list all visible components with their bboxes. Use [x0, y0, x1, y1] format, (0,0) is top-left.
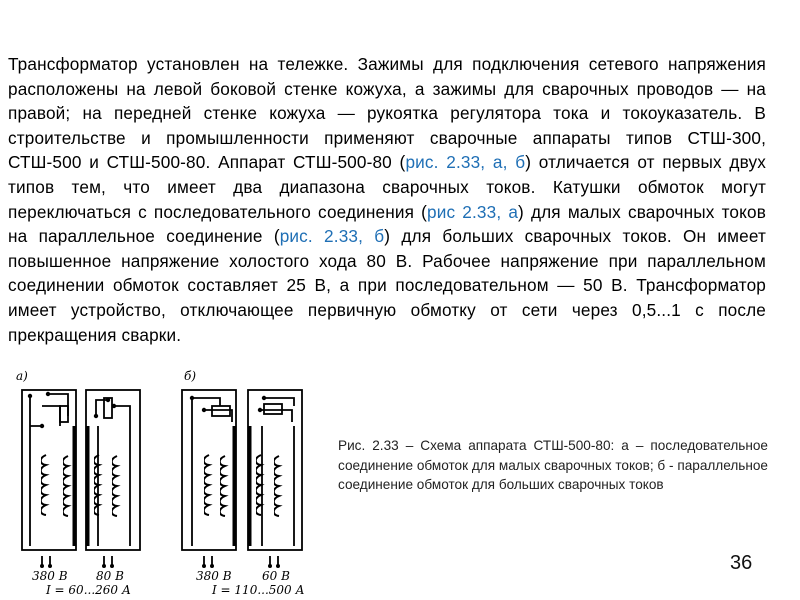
figure-link-a[interactable]: рис 2.33, а [427, 201, 519, 222]
diagram-b-current: I = 110...500 А [212, 583, 305, 597]
diagram-b-label: б) [184, 369, 197, 383]
main-paragraph [8, 52, 766, 347]
paragraph-text-4: ) для больших сварочных токов. Он имеет повышенное напряжение холостого хода 80 В. Рабочее напряжение при параллельном соединении обмоток составляет 25 В, а при последовательном — 50 В. Трансформатор имеет устройство, отключающее первичную обмотку от сети через 0,5...1 с после прекращения сварки. [8, 226, 767, 345]
paragraph-text-3: ) для малых сварочных токов на параллельное соединение ( [8, 201, 766, 247]
figure-link-a-b[interactable]: рис. 2.33, а, б [405, 152, 526, 173]
figure-caption: Рис. 2.33 – Схема аппарата СТШ-500-80: а – последовательное соединение обмоток для малых сварочных токов; б - параллельное соединение обмоток для больших сварочных токов [338, 438, 768, 492]
diagram-a-voltage-left: 380 В [32, 569, 68, 583]
diagram-b-voltage-right: 60 В [262, 569, 290, 583]
paragraph-text-1: Трансформатор установлен на тележке. Зажимы для подключения сетевого напряжения расположены на левой боковой стенке кожуха, а зажимы для сварочных проводов — на правой; на передней стенке кожуха — рукоятка регулятора тока и токоуказатель. В строительстве и промышленности применяют сварочные аппараты типов СТШ-300, СТШ-500 и СТШ-500-80. Аппарат СТШ-500-80 ( [8, 54, 766, 173]
diagram-a-current: I = 60...260 А [46, 583, 131, 597]
diagram-b-voltage-left: 380 В [196, 569, 232, 583]
figure-link-b[interactable]: рис. 2.33, б [279, 226, 385, 247]
welding-transformer-diagram [8, 366, 328, 598]
paragraph-text-2: ) отличается от первых двух типов тем, что имеет два диапазона сварочных токов. Катушки обмоток могут переключаться с последовательного соединения ( [8, 152, 766, 222]
diagram-a-voltage-right: 80 В [96, 569, 124, 583]
page-number: 36 [730, 552, 753, 574]
diagram-a-label: а) [16, 369, 28, 383]
